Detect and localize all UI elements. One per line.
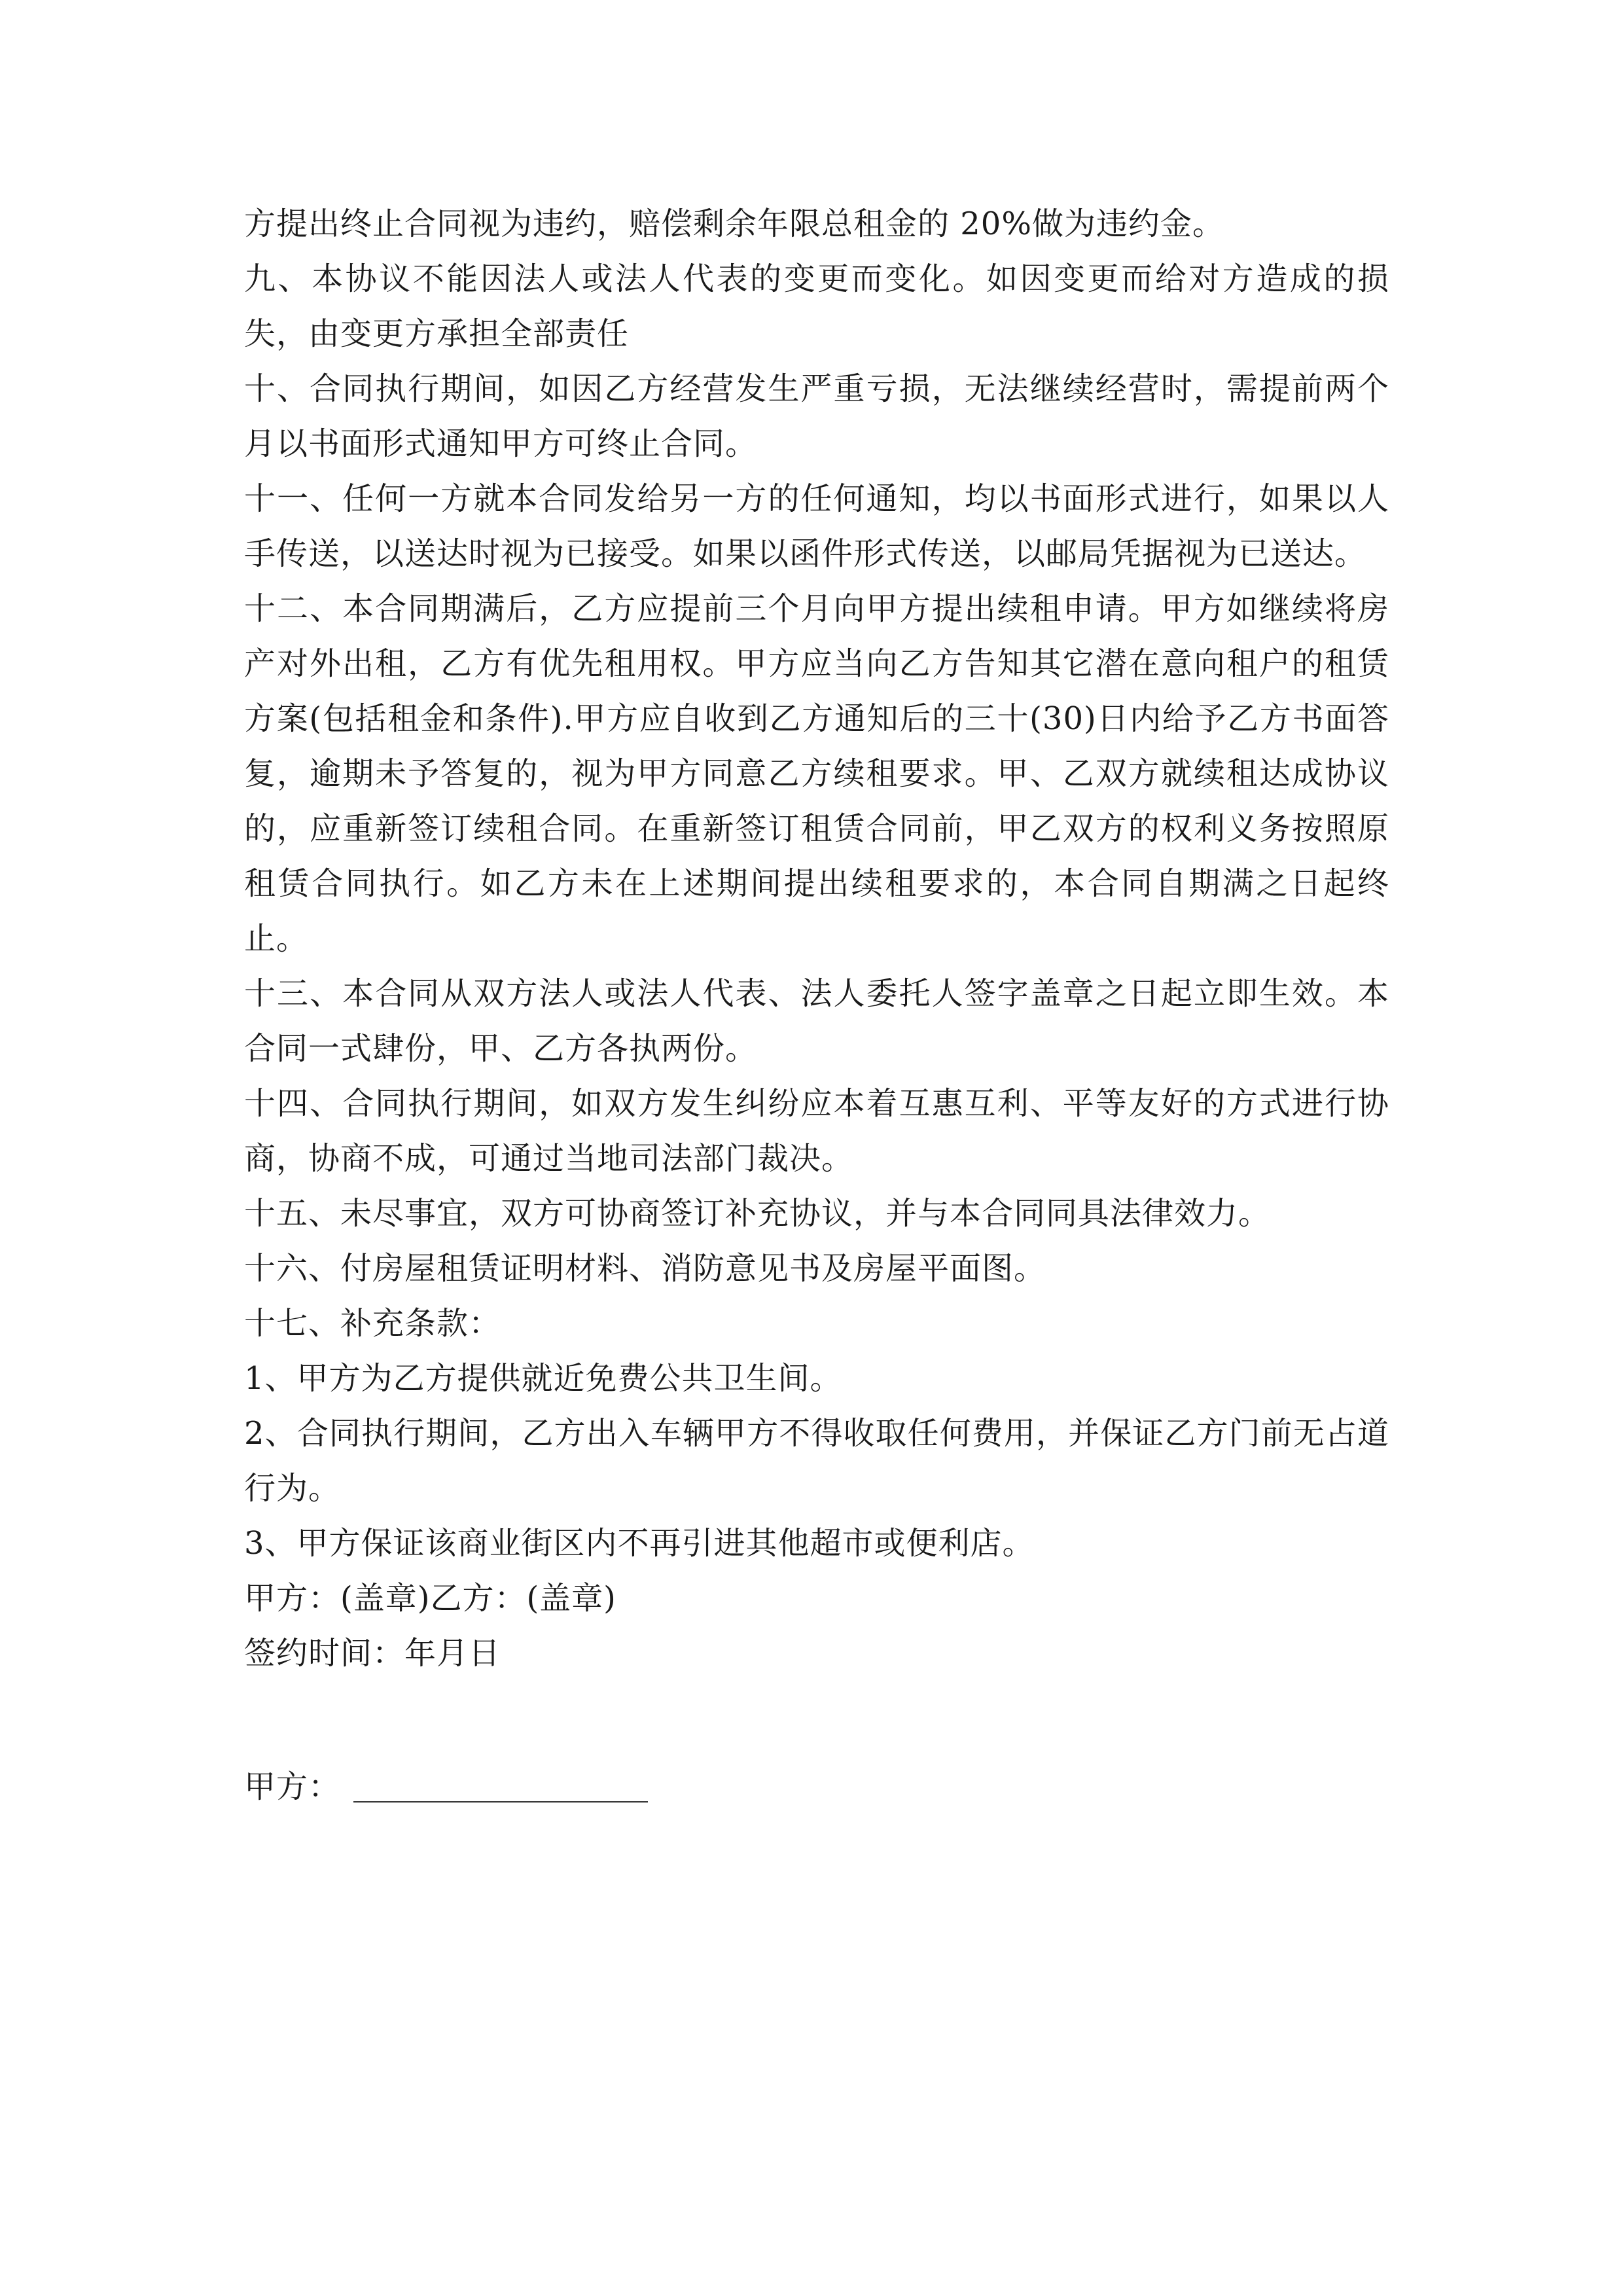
- clause-12: 十二、本合同期满后，乙方应提前三个月向甲方提出续租申请。甲方如继续将房产对外出租，乙方有优先租用权。甲方应当向乙方告知其它潜在意向租户的租赁方案(包括租金和条件).甲方应自收到乙方通知后的三十(30)日内给予乙方书面答复，逾期未予答复的，视为甲方同意乙方续租要求。甲、乙双方就续租达成协议的，应重新签订续租合同。在重新签订租赁合同前，甲乙双方的权利义务按照原租赁合同执行。如乙方未在上述期间提出续租要求的，本合同自期满之日起终止。: [244, 590, 1389, 957]
- clause-15: 十五、未尽事宜，双方可协商签订补充协议，并与本合同同具法律效力。: [244, 1195, 1271, 1232]
- spacer: [244, 1681, 1389, 1759]
- signing-date-line: 签约时间：年月日: [244, 1635, 501, 1672]
- clause-9: 九、本协议不能因法人或法人代表的变更而变化。如因变更而给对方造成的损失，由变更方承担全部责任: [244, 260, 1389, 352]
- signature-blank[interactable]: [353, 1801, 648, 1803]
- paragraph-penalty: 方提出终止合同视为违约，赔偿剩余年限总租金的 20%做为违约金。: [244, 206, 1224, 242]
- clause-11: 十一、任何一方就本合同发给另一方的任何通知，均以书面形式进行，如果以人手传送，以送达时视为已接受。如果以函件形式传送，以邮局凭据视为已送达。: [244, 480, 1389, 572]
- clause-14: 十四、合同执行期间，如双方发生纠纷应本着互惠互利、平等友好的方式进行协商，协商不成，可通过当地司法部门裁决。: [244, 1085, 1389, 1177]
- clause-16: 十六、付房屋租赁证明材料、消防意见书及房屋平面图。: [244, 1250, 1046, 1287]
- party-seal-line: 甲方：(盖章)乙方：(盖章): [244, 1580, 616, 1617]
- contract-text: [244, 196, 1389, 1814]
- clause-17-heading: 十七、补充条款：: [244, 1305, 501, 1342]
- signature-label: 甲方：: [244, 1768, 341, 1805]
- clause-13: 十三、本合同从双方法人或法人代表、法人委托人签字盖章之日起立即生效。本合同一式肆份，甲、乙方各执两份。: [244, 975, 1389, 1067]
- clause-10: 十、合同执行期间，如因乙方经营发生严重亏损，无法继续经营时，需提前两个月以书面形式通知甲方可终止合同。: [244, 370, 1389, 462]
- supplement-item-2: 2、合同执行期间，乙方出入车辆甲方不得收取任何费用，并保证乙方门前无占道行为。: [244, 1415, 1389, 1507]
- supplement-item-3: 3、甲方保证该商业街区内不再引进其他超市或便利店。: [244, 1525, 1035, 1562]
- supplement-item-1: 1、甲方为乙方提供就近免费公共卫生间。: [244, 1360, 842, 1397]
- signature-line: [244, 1759, 1389, 1814]
